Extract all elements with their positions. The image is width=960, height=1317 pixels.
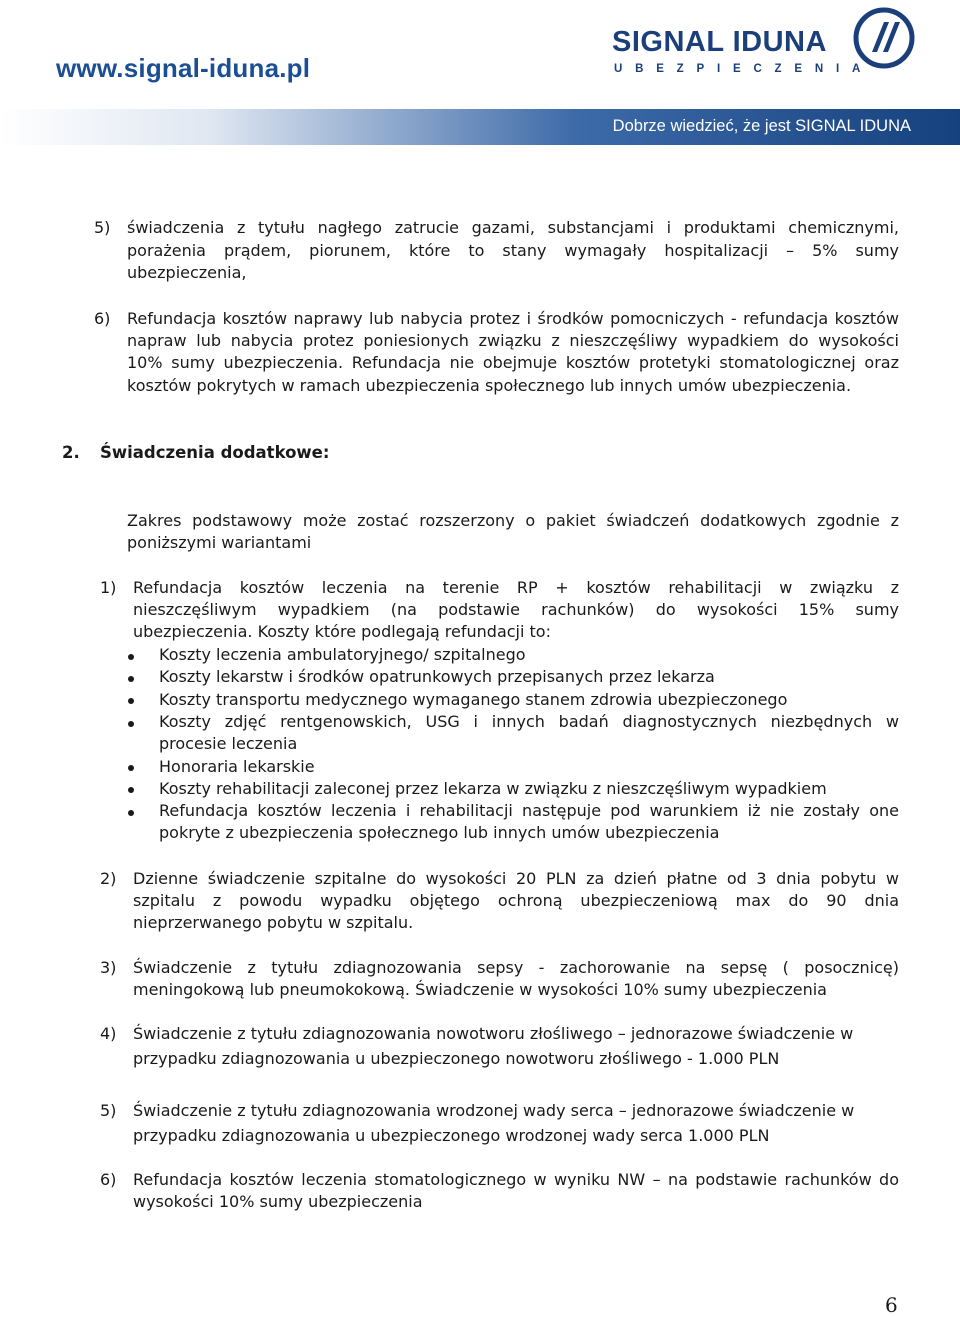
bullet-item: Koszty transportu medycznego wymaganego stanem zdrowia ubezpieczonego — [159, 690, 788, 709]
page-header — [0, 0, 960, 145]
bullet-item: Refundacja kosztów leczenia i rehabilitacji następuje pod warunkiem iż nie zostały one — [159, 801, 899, 820]
bullet-item: Koszty leczenia ambulatoryjnego/ szpitalnego — [159, 645, 526, 664]
tagline-banner — [0, 109, 960, 145]
list-item-text: świadczenia z tytułu nagłego zatrucie gazami, substancjami i produktami chemicznymi, — [127, 218, 899, 237]
list-item-text: Świadczenie z tytułu zdiagnozowania wrodzonej wady serca – jednorazowe świadczenie w — [133, 1101, 855, 1120]
list-item-text: nieszczęśliwym wypadkiem (na podstawie rachunków) do wysokości 15% sumy — [133, 600, 899, 619]
list-item-text: przypadku zdiagnozowania u ubezpieczonego wrodzonej wady serca 1.000 PLN — [133, 1126, 770, 1145]
list-number: 4) — [100, 1024, 117, 1043]
intro-text: poniższymi wariantami — [127, 533, 312, 552]
list-number: 6) — [100, 1170, 117, 1189]
list-item-text: Świadczenie z tytułu zdiagnozowania sepsy - zachorowanie na sepsę ( posocznicę) — [133, 958, 899, 977]
section-title: Świadczenia dodatkowe: — [100, 443, 330, 462]
list-item-text: napraw lub nabycia protez poniesionych związku z nieszczęśliwy wypadkiem do wysokości — [127, 331, 899, 350]
list-item-text: kosztów pokrytych w ramach ubezpieczenia społecznego lub innych umów ubezpieczenia. — [127, 376, 852, 395]
section-heading — [62, 443, 329, 462]
section-number: 2. — [62, 443, 80, 462]
bullet-dot — [128, 654, 134, 660]
bullet-item: Koszty zdjęć rentgenowskich, USG i innych badań diagnostycznych niezbędnych w — [159, 712, 899, 731]
list-number: 5) — [94, 218, 111, 237]
bullet-dot — [128, 810, 134, 816]
signal-iduna-logo-icon — [852, 6, 916, 70]
bullet-item: Honoraria lekarskie — [159, 757, 315, 776]
list-number: 6) — [94, 309, 111, 328]
tagline: Dobrze wiedzieć, że jest SIGNAL IDUNA — [612, 117, 911, 135]
list-number: 1) — [100, 578, 117, 597]
bullet-item: pokryte z ubezpieczenia społecznego lub innych umów ubezpieczenia — [159, 823, 720, 842]
list-number: 5) — [100, 1101, 117, 1120]
list-item-text: wysokości 10% sumy ubezpieczenia — [133, 1192, 423, 1211]
list-item-text: przypadku zdiagnozowania u ubezpieczonego nowotworu złośliwego - 1.000 PLN — [133, 1049, 780, 1068]
bullet-item: Koszty rehabilitacji zaleconej przez lekarza w związku z nieszczęśliwym wypadkiem — [159, 779, 827, 798]
bullet-dot — [128, 698, 134, 704]
list-item-text: ubezpieczenia, — [127, 263, 247, 282]
bullet-item: Koszty lekarstw i środków opatrunkowych przepisanych przez lekarza — [159, 667, 715, 686]
intro-text: Zakres podstawowy może zostać rozszerzony o pakiet świadczeń dodatkowych zgodnie z — [127, 511, 899, 530]
list-item-text: porażenia prądem, piorunem, które to stany wymagały hospitalizacji – 5% sumy — [127, 241, 899, 260]
page-number: 6 — [885, 1293, 898, 1317]
bullet-dot — [128, 721, 134, 727]
list-item-text: szpitalu z powodu wypadku objętego ochroną ubezpieczeniową max do 90 dnia — [133, 891, 899, 910]
bullet-dot — [128, 676, 134, 682]
list-item-text: Refundacja kosztów leczenia stomatologicznego w wyniku NW – na podstawie rachunków do — [133, 1170, 899, 1189]
list-item-text: meningokową lub pneumokokową. Świadczenie w wysokości 10% sumy ubezpieczenia — [133, 980, 827, 999]
bullet-dot — [128, 787, 134, 793]
list-item-text: nieprzerwanego pobytu w szpitalu. — [133, 913, 414, 932]
brand-subtitle: UBEZPIECZENIA — [614, 63, 874, 75]
list-item-text: ubezpieczenia. Koszty które podlegają refundacji to: — [133, 622, 551, 641]
list-item-text: Refundacja kosztów leczenia na terenie RP + kosztów rehabilitacji w związku z — [133, 578, 899, 597]
list-number: 2) — [100, 869, 117, 888]
brand-name: SIGNAL IDUNA — [612, 26, 827, 58]
list-item-text: Świadczenie z tytułu zdiagnozowania nowotworu złośliwego – jednorazowe świadczenie w — [133, 1024, 854, 1043]
list-item-text: Dzienne świadczenie szpitalne do wysokości 20 PLN za dzień płatne od 3 dnia pobytu w — [133, 869, 899, 888]
list-number: 3) — [100, 958, 117, 977]
bullet-item: procesie leczenia — [159, 734, 298, 753]
bullet-dot — [128, 765, 134, 771]
list-item-text: 10% sumy ubezpieczenia. Refundacja nie obejmuje kosztów protetyki stomatologicznej oraz — [127, 353, 899, 372]
list-item-text: Refundacja kosztów naprawy lub nabycia protez i środków pomocniczych - refundacja kosztów — [127, 309, 899, 328]
site-url[interactable]: www.signal-iduna.pl — [56, 53, 311, 83]
